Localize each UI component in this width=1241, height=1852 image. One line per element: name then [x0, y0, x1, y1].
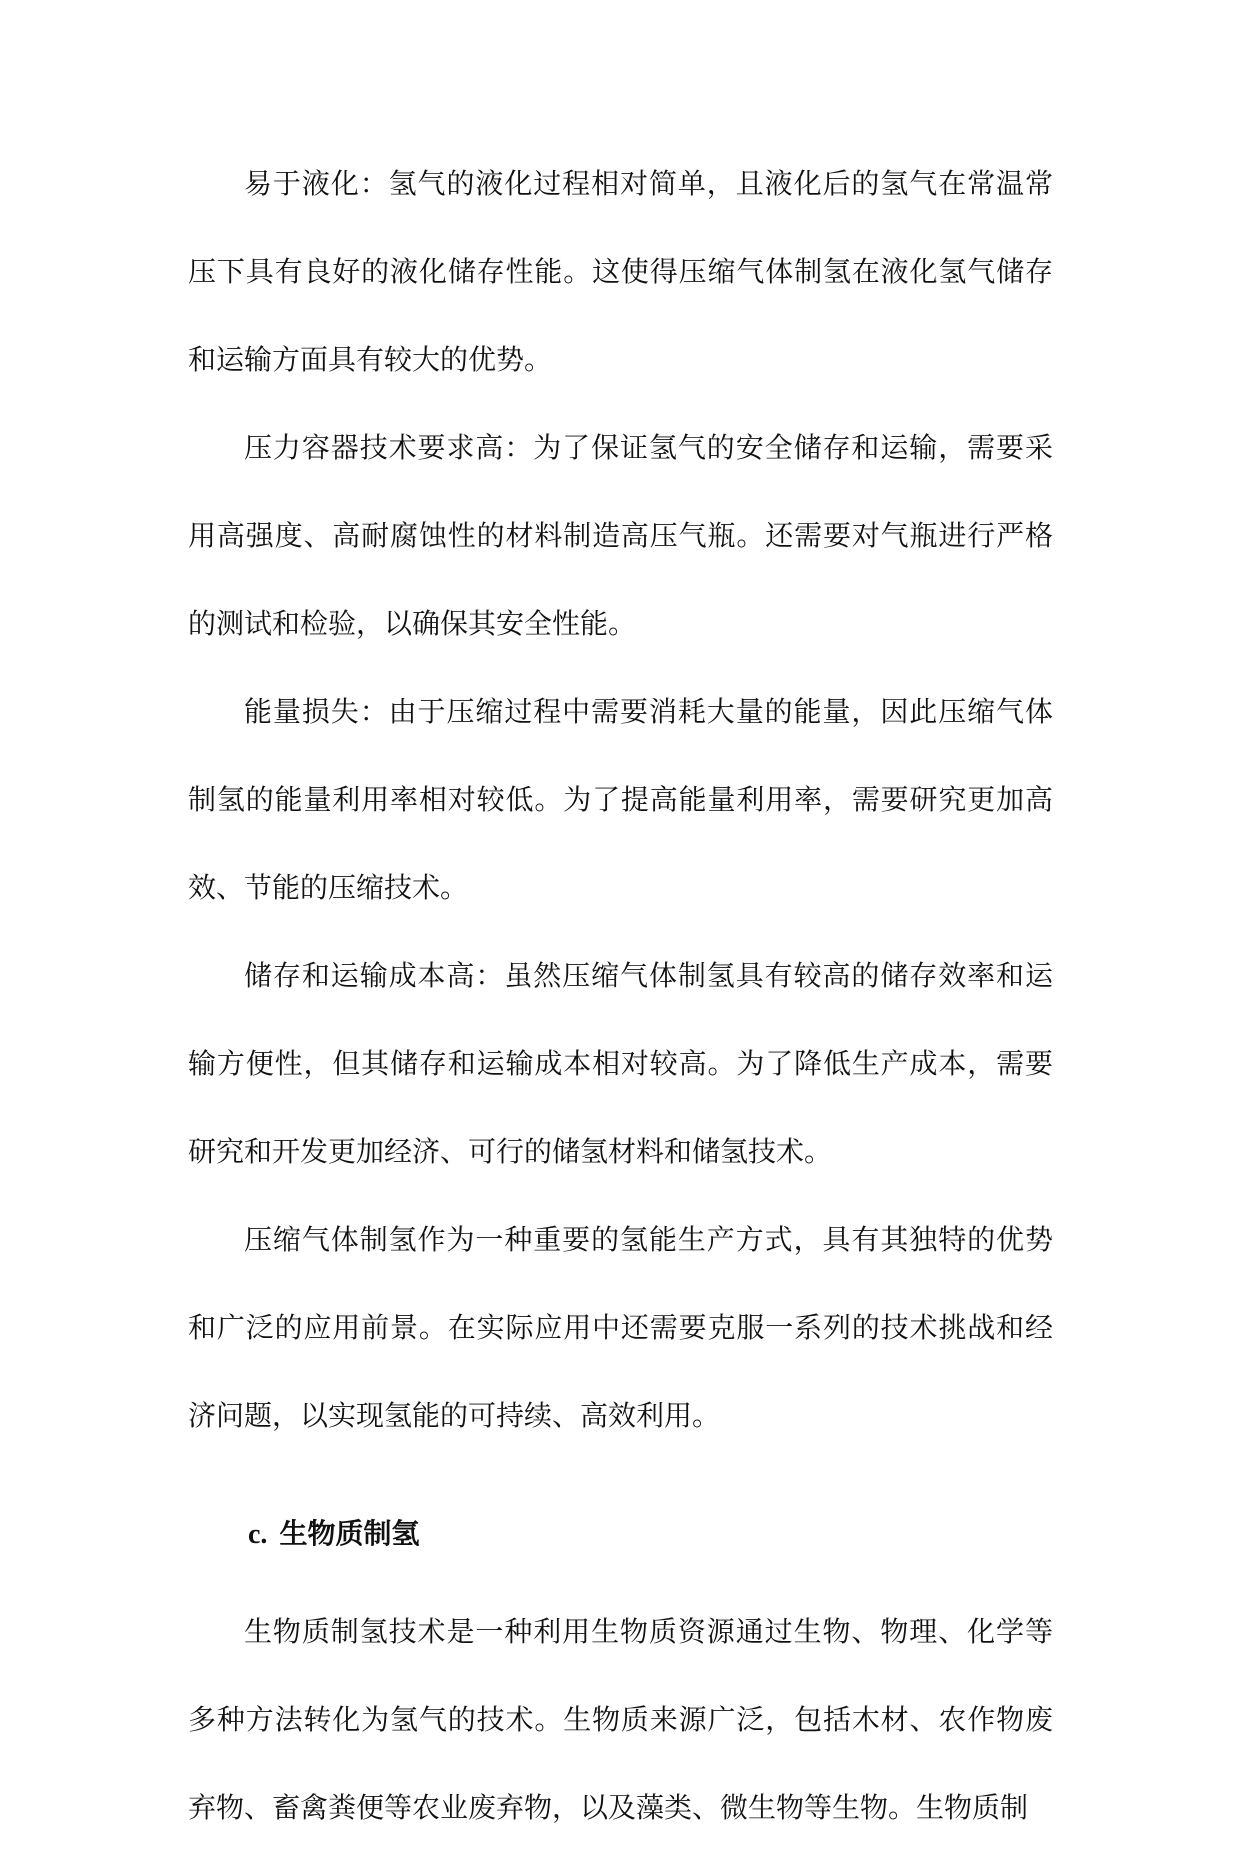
section-marker: c.	[248, 1519, 268, 1550]
section-title: 生物质制氢	[279, 1517, 420, 1550]
paragraph-energy-loss: 能量损失：由于压缩过程中需要消耗大量的能量，因此压缩气体制氢的能量利用率相对较低。为了提高能量利用率，需要研究更加高效、节能的压缩技术。	[188, 695, 1053, 904]
paragraph-biomass-intro: 生物质制氢技术是一种利用生物质资源通过生物、物理、化学等多种方法转化为氢气的技术。生物质来源广泛，包括木材、农作物废弃物、畜禽粪便等农业废弃物，以及藻类、微生物等生物。生物质制	[188, 1615, 1053, 1824]
paragraph-liquefaction: 易于液化：氢气的液化过程相对简单，且液化后的氢气在常温常压下具有良好的液化储存性能。这使得压缩气体制氢在液化氢气储存和运输方面具有较大的优势。	[188, 167, 1053, 376]
paragraph-summary: 压缩气体制氢作为一种重要的氢能生产方式，具有其独特的优势和广泛的应用前景。在实际应用中还需要克服一系列的技术挑战和经济问题，以实现氢能的可持续、高效利用。	[188, 1223, 1053, 1432]
document-page	[188, 140, 1053, 1852]
section-spacer	[188, 1460, 1053, 1490]
section-heading	[188, 1490, 1053, 1588]
paragraph-pressure-vessel: 压力容器技术要求高：为了保证氢气的安全储存和运输，需要采用高强度、高耐腐蚀性的材料制造高压气瓶。还需要对气瓶进行严格的测试和检验，以确保其安全性能。	[188, 431, 1053, 640]
paragraph-storage-cost: 储存和运输成本高：虽然压缩气体制氢具有较高的储存效率和运输方便性，但其储存和运输成本相对较高。为了降低生产成本，需要研究和开发更加经济、可行的储氢材料和储氢技术。	[188, 959, 1053, 1168]
